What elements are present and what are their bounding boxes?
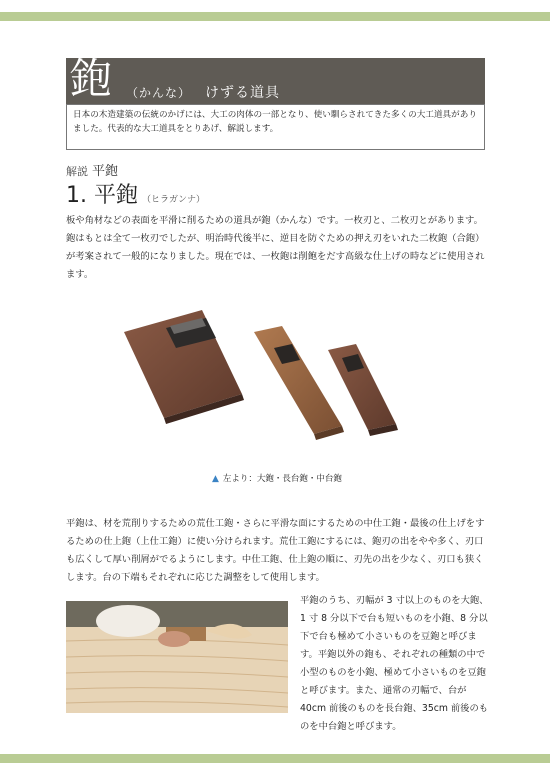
- planing-photo: [66, 601, 288, 713]
- section-label: [66, 160, 118, 179]
- section-title: [66, 178, 205, 209]
- bottom-band: [0, 754, 550, 763]
- caption-text: 左より：大鉋・長台鉋・中台鉋: [222, 474, 342, 484]
- paragraph-intro: 板や角材などの表面を平滑に削るための道具が鉋（かんな）です。一枚刃と、二枚刃とがあります。鉋はもとは全て一枚刃でしたが、明治時代後半に、逆目を防ぐための押え刃をいれた二枚鉋（合鉋）が考案されて一般的になりました。現在では、一枚鉋は削飽をだす高級な仕上げの時などに使用されます。: [66, 215, 485, 280]
- paragraph-types: 平鉋のうち、刃幅が 3 寸以上のものを大鉋、1 寸 8 分以下で台も短いものを小鉋、8 分以下で台も極めて小さいものを豆鉋と呼びます。平鉋以外の鉋も、それぞれの種類の中で小型のものを小鉋、極めて小さいものを豆鉋と呼びます。また、通常の刃幅で、台が 40cm 前後のものを長台鉋、35cm 前後のものを中台鉋と呼びます。: [300, 595, 489, 732]
- paragraph-usage: 平鉋は、材を荒削りするための荒仕工鉋・さらに平滑な面にするための中仕工鉋・最後の仕上げをするための仕上鉋（上仕工鉋）に使い分けられます。荒仕工鉋にするには、鉋刃の出をやや多く、刃口も広くして厚い削屑がでるようにします。中仕工鉋、仕上鉋の順に、刃先の出を少なく、刃口も狭くします。台の下端もそれぞれに応じた調整をして使用します。: [66, 518, 485, 583]
- header-reading: （かんな）: [126, 86, 192, 100]
- section-label-accent: 平鉋: [92, 164, 119, 179]
- header-kanji: 鉋: [70, 54, 113, 103]
- top-band: [0, 12, 550, 21]
- photo-caption: [212, 472, 342, 484]
- section-title-text: 1. 平鉋: [66, 183, 138, 208]
- triangle-icon: ▲: [212, 474, 219, 484]
- section-label-text: 解説: [66, 165, 88, 178]
- intro-box: 日本の木造建築の伝統のかげには、大工の肉体の一部となり、使い馴らされてきた多くの大工道具がありました。代表的な大工道具をとりあげ、解説します。: [66, 104, 485, 150]
- section-title-reading: （ヒラガンナ）: [141, 195, 205, 205]
- header-subtitle: けずる道具: [205, 85, 280, 101]
- planes-photo: [120, 296, 430, 446]
